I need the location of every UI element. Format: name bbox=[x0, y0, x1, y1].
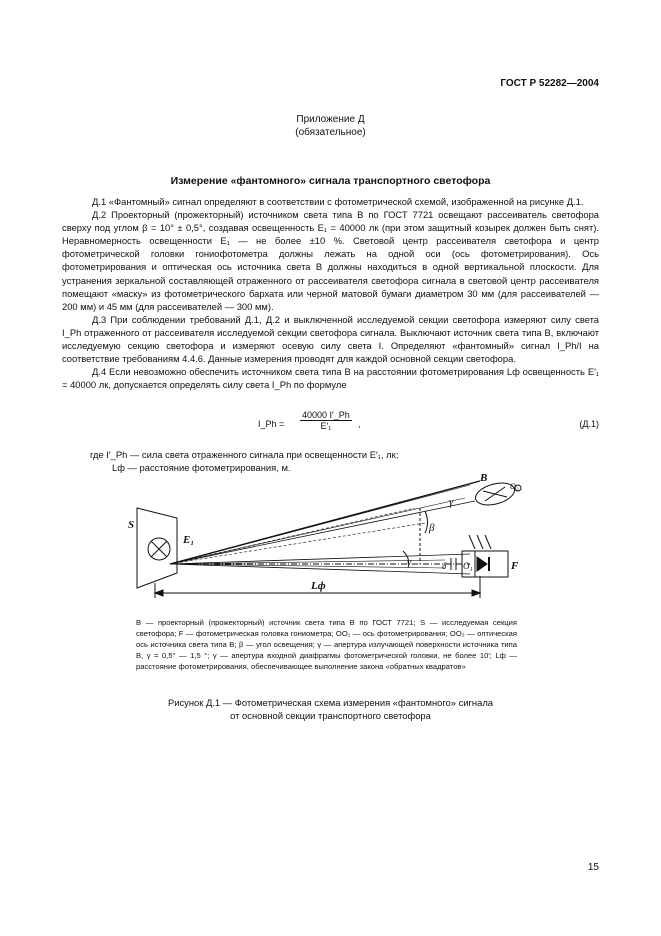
figure-caption bbox=[0, 696, 661, 722]
appendix-status: (обязательное) bbox=[295, 127, 366, 138]
label-lf: Lф bbox=[311, 580, 326, 592]
definition-l: Lф — расстояние фотометрирования, м. bbox=[112, 462, 291, 473]
signal-section-shape bbox=[137, 508, 177, 588]
label-beta: β bbox=[429, 522, 435, 534]
paragraph-d2: Д.2 Проекторный (прожекторный) источником света типа В по ГОСТ 7721 освещают рассеиватель светофора сверху под углом β = 10° ± 0,5°, создавая освещенность E₁ = 40000 лк (при этом защитный козырек должен быть снят). Неравномерность освещенности E₁ — не более ±10 %. Световой центр рассеивателя светофора и центр фотометрической головки гониофотометра должны лежать на одной оси (ось фотометрирования). Ось фотометрирования и оптическая ось источника света В должны находиться в одной вертикальной плоскости. Для устранения зеркальной составляющей отраженного от рассеивателя светофора сигнала в световой центр рассеивателя помещают «маску» из фотометрического бархата или черной матовой бумаги диаметром 30 мм (для рассеивателей — 200 мм) и 45 мм (для рассеивателей — 300 мм). bbox=[62, 209, 599, 312]
formula-fraction bbox=[300, 410, 352, 431]
label-b: B bbox=[480, 472, 488, 484]
caption-line-2: от основной секции транспортного светофора bbox=[230, 710, 431, 721]
formula-d1 bbox=[0, 410, 661, 440]
standard-header: ГОСТ Р 52282—2004 bbox=[500, 78, 599, 89]
formula-trail: , bbox=[358, 419, 361, 429]
section-title: Измерение «фантомного» сигнала транспортного светофора bbox=[170, 175, 491, 187]
label-gamma-head: γ bbox=[407, 556, 412, 568]
figure-legend: B — проекторный (прожекторный) источник света типа В по ГОСТ 7721; S — исследуемая секция светофора; F — фотометрическая головка гониометра; OO₁ — ось фотометрирования; OO₂ — оптическая ось источника света типа В; β — угол освещения; γ — апертура излучающей поверхности источника типа В, γ = 0,5° — 1,5 °; γ — апертура входной диафрагмы фотометрической головки, не более 10'; Lф — расстояние фотометрирования, обеспечивающее выполнение закона «обратных квадратов» bbox=[136, 618, 517, 671]
formula-numerator: 40000 I′_Ph bbox=[302, 410, 350, 420]
formula-lhs: I_Ph = bbox=[258, 419, 285, 429]
definition-i-ph: где I′_Ph — сила света отраженного сигнала при освещенности E′₁, лк; bbox=[90, 449, 399, 460]
label-o1: O₁ bbox=[463, 561, 473, 571]
appendix-heading bbox=[0, 113, 661, 139]
label-o2: O₂ bbox=[510, 482, 519, 491]
label-delta: δ bbox=[442, 561, 447, 571]
formula-number: (Д.1) bbox=[579, 419, 599, 429]
page-number: 15 bbox=[587, 862, 599, 873]
body-text bbox=[62, 195, 599, 391]
caption-line-1: Рисунок Д.1 — Фотометрическая схема измерения «фантомного» сигнала bbox=[167, 697, 494, 708]
appendix-title: Приложение Д bbox=[296, 114, 365, 125]
paragraph-d4: Д.4 Если невозможно обеспечить источником света типа В на расстоянии фотометрирования Lф освещенность E′₁ = 40000 лк, допускается определять силу света I_Ph по формуле bbox=[62, 366, 599, 391]
paragraph-d1: Д.1 «Фантомный» сигнал определяют в соответствии с фотометрической схемой, изображенной на рисунке Д.1. bbox=[92, 196, 584, 207]
photometric-diagram bbox=[125, 463, 525, 613]
label-s: S bbox=[128, 519, 135, 531]
label-e1: E₁ bbox=[183, 534, 195, 546]
label-gamma-source: γ bbox=[449, 496, 454, 508]
paragraph-d3: Д.3 При соблюдении требований Д.1, Д.2 и выключенной исследуемой секции светофора измеряют силу света I_Ph отраженного от рассеивателя исследуемой секции светофора сигнала. Выключают источник света типа В, включают исследуемую секцию светофора и измеряют осевую силу света I. Определяют «фантомный» сигнал I_Ph/I на соответствие требованиям 4.4.6. Данные измерения проводят для каждой основной секции светофора. bbox=[62, 313, 599, 365]
label-f: F bbox=[511, 560, 519, 572]
formula-denominator: E′₁ bbox=[320, 421, 332, 431]
